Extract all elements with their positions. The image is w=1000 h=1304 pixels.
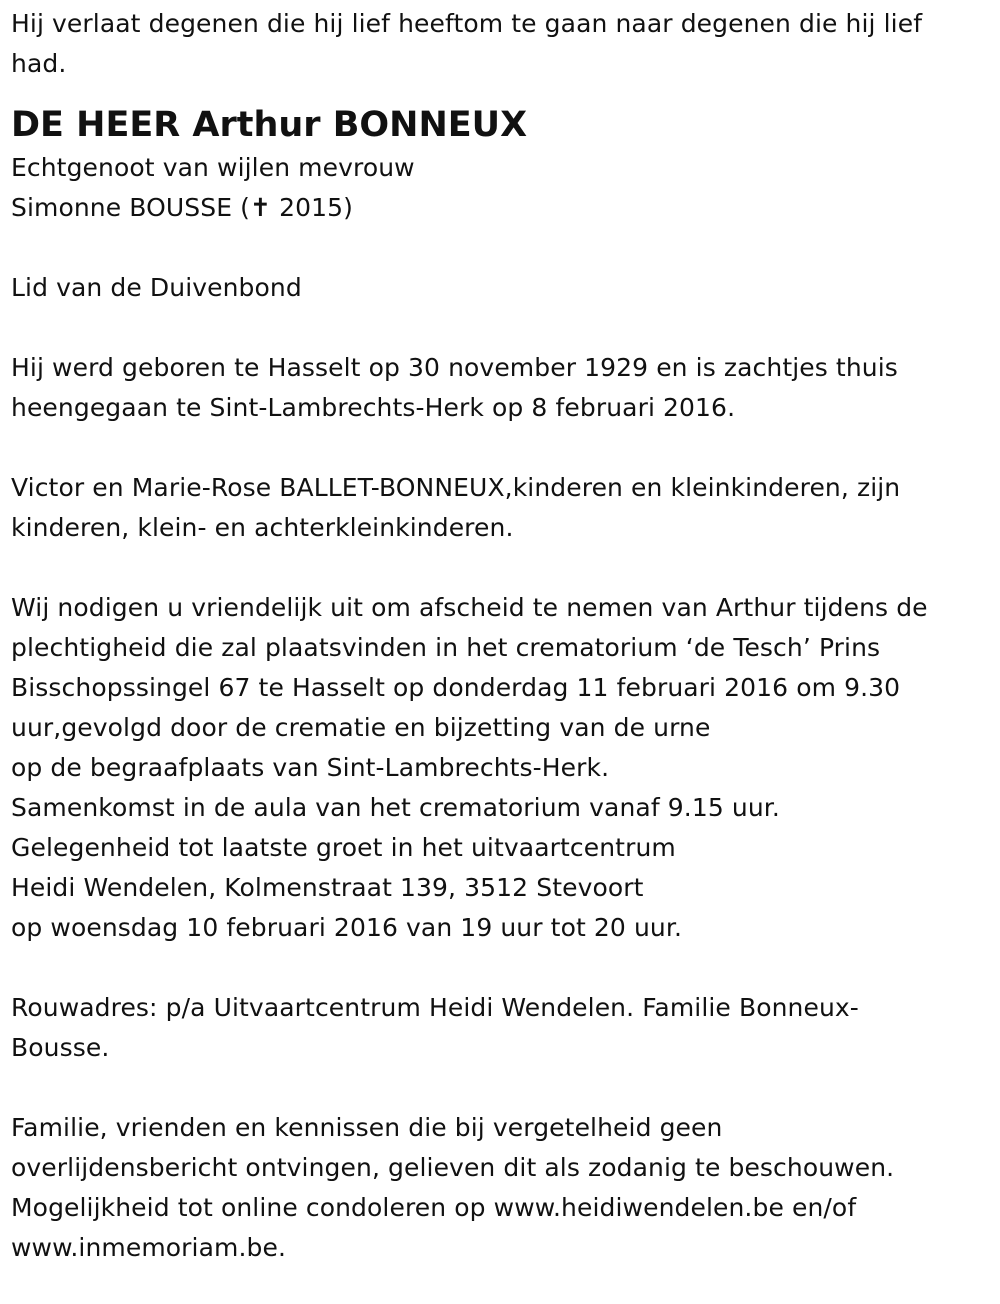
- spouse-line: Simonne BOUSSE (✝ 2015): [11, 193, 353, 222]
- paragraph-gap: [11, 308, 991, 348]
- quote-block: [11, 4, 991, 84]
- closing-line: Familie, vrienden en kennissen die bij vergetelheid geen: [11, 1113, 723, 1142]
- obituary-document: [11, 4, 991, 1268]
- paragraph-gap: [11, 948, 991, 988]
- ceremony-block: [11, 588, 991, 948]
- spouse-line: Echtgenoot van wijlen mevrouw: [11, 153, 415, 182]
- birth-death-line: heengegaan te Sint-Lambrechts-Herk op 8 februari 2016.: [11, 393, 736, 422]
- ceremony-line: op de begraafplaats van Sint-Lambrechts-Herk.: [11, 753, 610, 782]
- ceremony-line: Gelegenheid tot laatste groet in het uitvaartcentrum: [11, 833, 676, 862]
- family-line: kinderen, klein- en achterkleinkinderen.: [11, 513, 514, 542]
- birth-death-block: [11, 348, 991, 428]
- spouse-block: [11, 148, 991, 228]
- quote-line: had.: [11, 49, 67, 78]
- membership-block: [11, 268, 991, 308]
- closing-line: Mogelijkheid tot online condoleren op www.heidiwendelen.be en/of: [11, 1193, 857, 1222]
- address-block: [11, 988, 991, 1068]
- paragraph-gap: [11, 228, 991, 268]
- address-line: Bousse.: [11, 1033, 110, 1062]
- paragraph-gap: [11, 548, 991, 588]
- closing-line: overlijdensbericht ontvingen, gelieven dit als zodanig te beschouwen.: [11, 1153, 895, 1182]
- ceremony-line: plechtigheid die zal plaatsvinden in het crematorium ‘de Tesch’ Prins: [11, 633, 881, 662]
- birth-death-line: Hij werd geboren te Hasselt op 30 november 1929 en is zachtjes thuis: [11, 353, 898, 382]
- paragraph-gap: [11, 428, 991, 468]
- quote-line: Hij verlaat degenen die hij lief heeftom te gaan naar degenen die hij lief: [11, 9, 923, 38]
- ceremony-line: Samenkomst in de aula van het crematorium vanaf 9.15 uur.: [11, 793, 780, 822]
- ceremony-line: Bisschopssingel 67 te Hasselt op donderdag 11 februari 2016 om 9.30: [11, 673, 901, 702]
- family-block: [11, 468, 991, 548]
- deceased-name-title: DE HEER Arthur BONNEUX: [11, 105, 528, 145]
- ceremony-line: Heidi Wendelen, Kolmenstraat 139, 3512 Stevoort: [11, 873, 644, 902]
- family-line: Victor en Marie-Rose BALLET-BONNEUX,kinderen en kleinkinderen, zijn: [11, 473, 901, 502]
- ceremony-line: Wij nodigen u vriendelijk uit om afscheid te nemen van Arthur tijdens de: [11, 593, 928, 622]
- membership-line: Lid van de Duivenbond: [11, 273, 302, 302]
- ceremony-line: uur,gevolgd door de crematie en bijzetting van de urne: [11, 713, 711, 742]
- closing-block: [11, 1108, 991, 1268]
- ceremony-line: op woensdag 10 februari 2016 van 19 uur tot 20 uur.: [11, 913, 683, 942]
- address-line: Rouwadres: p/a Uitvaartcentrum Heidi Wendelen. Familie Bonneux-: [11, 993, 859, 1022]
- closing-line: www.inmemoriam.be.: [11, 1233, 287, 1262]
- paragraph-gap: [11, 1068, 991, 1108]
